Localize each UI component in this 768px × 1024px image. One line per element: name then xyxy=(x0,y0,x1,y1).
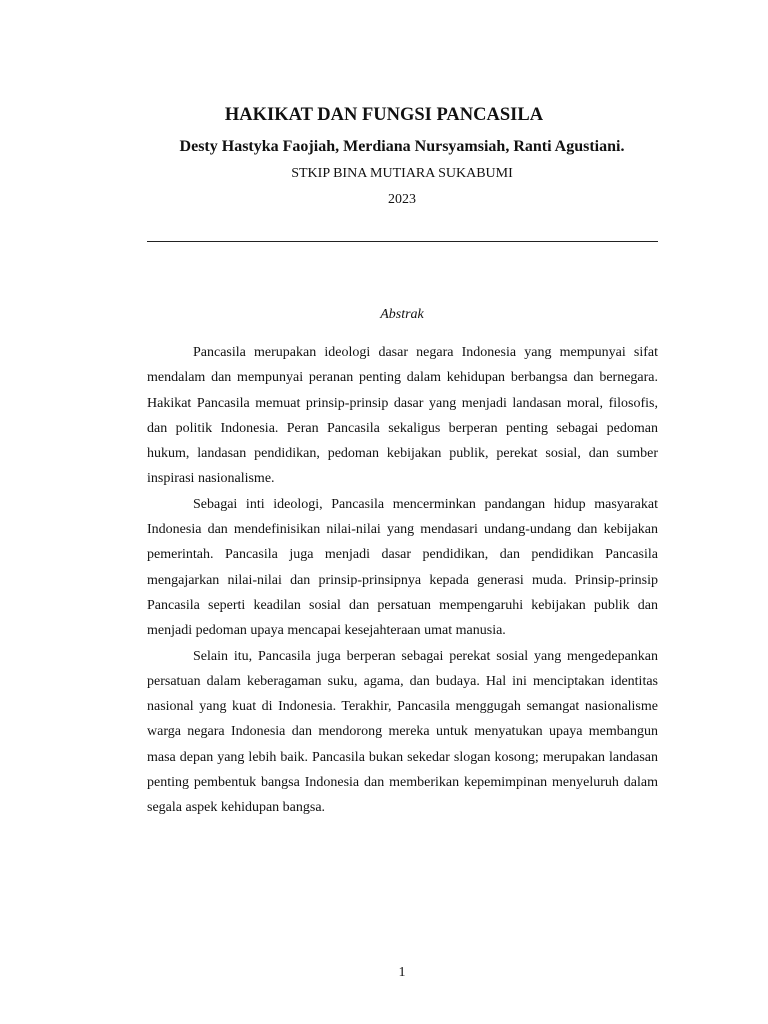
abstract-paragraph-1: Pancasila merupakan ideologi dasar negara Indonesia yang mempunyai sifat mendalam dan mempunyai peranan penting dalam kehidupan berbangsa dan bernegara. Hakikat Pancasila memuat prinsip-prinsip dasar yang menjadi landasan moral, filosofis, dan politik Indonesia. Peran Pancasila sekaligus berperan penting sebagai pedoman hukum, landasan pendidikan, pedoman kebijakan publik, perekat sosial, dan sumber inspirasi nasionalisme. xyxy=(147,345,658,487)
abstract-heading: Abstrak xyxy=(380,307,424,322)
abstract-paragraph-2: Sebagai inti ideologi, Pancasila mencerminkan pandangan hidup masyarakat Indonesia dan mendefinisikan nilai-nilai yang mendasari undang-undang dan kebijakan pemerintah. Pancasila juga menjadi dasar pendidikan, dan pendidikan Pancasila mengajarkan nilai-nilai dan prinsip-prinsipnya kepada generasi muda. Prinsip-prinsip Pancasila seperti keadilan sosial dan persatuan mempengaruhi kebijakan publik dan menjadi pedoman upaya mencapai kesejahteraan umat manusia. xyxy=(147,496,658,639)
institution-name: STKIP BINA MUTIARA SUKABUMI xyxy=(291,166,513,181)
author-list: Desty Hastyka Faojiah, Merdiana Nursyamsiah, Ranti Agustiani. xyxy=(179,138,625,155)
horizontal-rule xyxy=(147,241,658,242)
abstract-body xyxy=(147,340,658,821)
page-number: 1 xyxy=(398,965,406,980)
document-title: HAKIKAT DAN FUNGSI PANCASILA xyxy=(224,105,544,125)
abstract-paragraph-3: Selain itu, Pancasila juga berperan sebagai perekat sosial yang mengedepankan persatuan dalam keberagaman suku, agama, dan budaya. Hal ini menciptakan identitas nasional yang kuat di Indonesia. Terakhir, Pancasila menggugah semangat nasionalisme warga negara Indonesia dan mendorong mereka untuk menyatukan upaya membangun masa depan yang lebih baik. Pancasila bukan sekedar slogan kosong; merupakan landasan penting pembentuk bangsa Indonesia dan memberikan kepemimpinan menyeluruh dalam segala aspek kehidupan bangsa. xyxy=(147,648,658,816)
publication-year: 2023 xyxy=(388,192,416,207)
